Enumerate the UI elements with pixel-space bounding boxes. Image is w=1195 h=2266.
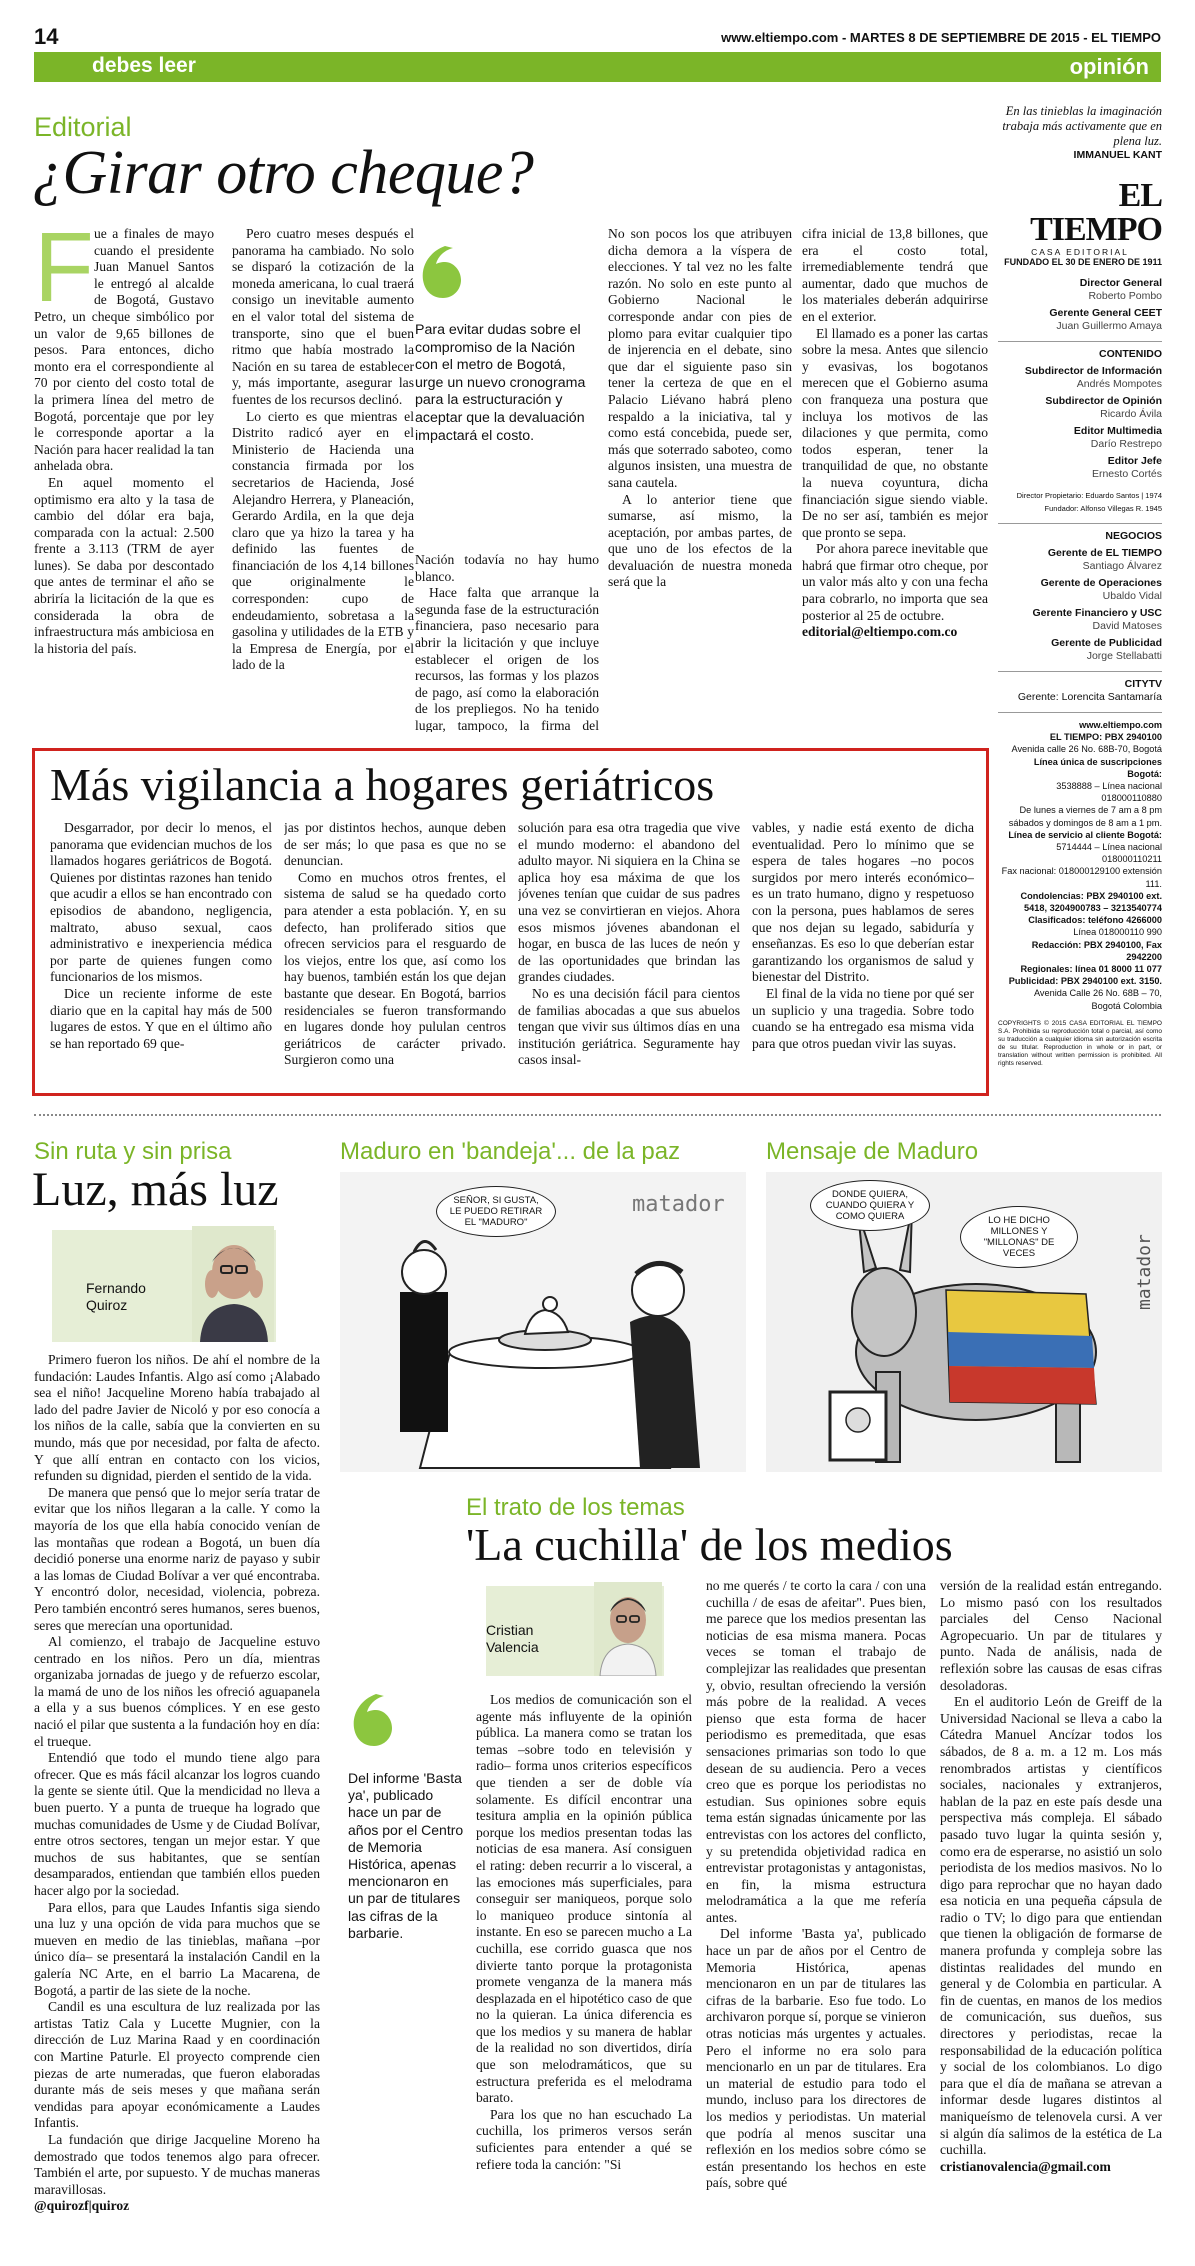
- header-green-bar: [34, 52, 1161, 82]
- luz-paragraph: Candil es una escultura de luz realizada por las artistas Tatiz Cala y Lucette Mugnier, con la dirección de Luz Marina Raad y en coordinación con Martine Paturle. El proyecto comprende cien piezas de arte numeradas, que fueron elaboradas durante más de seis meses y que mañana serán vendidas para apoyar económicamente a Laudes Infantis.: [34, 1999, 320, 2131]
- masthead-role: Subdirector de Opinión: [1045, 395, 1162, 407]
- geriatric-paragraph: jas por distintos hechos, aunque deben de ser más; lo que pasa es que no se denuncian.: [284, 820, 506, 869]
- editorial-paragraph: A lo anterior tiene que sumarse, así mismo, la aceptación, por ambas partes, de que uno de los efectos de la devaluación de nuestra moneda será que la: [608, 491, 792, 590]
- contact-line: Línea de servicio al cliente Bogotá:: [1008, 829, 1162, 840]
- geriatric-col-3: [518, 820, 740, 1090]
- cartoon1-bubble: SEÑOR, SI GUSTA, LE PUEDO RETIRAR EL "MADURO": [436, 1186, 556, 1237]
- geriatric-paragraph: solución para esa otra tragedia que vive el mundo moderno: el abandono del adulto mayor. Ni siquiera en la China se aplica hoy esa máxima de que los jóvenes tenían que cuidar de sus padres una vez se convirtieran en viejos. Ahora esos mismos jóvenes abandonan el hogar, en busca de las luces de neón y de las oportunidades que brindan las grandes ciudades.: [518, 820, 740, 985]
- editorial-title: ¿Girar otro cheque?: [32, 139, 534, 207]
- valencia-avatar: [594, 1582, 662, 1676]
- cuchilla-paragraph: no me querés / te corto la cara / con una cuchilla / de esas de afeitar". Pues bien, me parece que los medios presentan las noticias de esa misma manera. Pocas veces se toman el trabajo de complejizar las realidades que presentan y, obvio, resultan ofreciendo la versión más pobre de la realidad. A veces pienso que esta forma de hacer periodismo es premeditada, que esas sensaciones primarias son todo lo que desean de su audiencia. Pero a veces creo que es porque los periodistas no estudian. Sus opiniones sobre equis tema están signadas únicamente por las entrevistas con los actores del conflicto, y su pretendida objetividad radica en entrevistar protagonistas y antagonistas, en fin, la misma estructura melodramática a la que me refería antes.: [706, 1578, 926, 1925]
- masthead-role: Gerente de Operaciones: [1040, 577, 1162, 589]
- tab-opinion[interactable]: opinión: [1069, 54, 1149, 79]
- editorial-col-3b-wrap: [608, 226, 792, 726]
- editorial-col-5: [802, 226, 988, 726]
- masthead: [998, 104, 1162, 1094]
- cuchilla-col-2: [476, 1692, 692, 2238]
- geriatric-paragraph: vables, y nadie está exento de dicha eventualidad. Pero lo mínimo que se espera de tales hogares –no pocos surgidos por mero interés económico– es un trato humano, digno y respetuoso con la persona, pues hablamos de seres que nos dejan su legado, sabiduría y enseñanzas. Es eso lo que deberían estar garantizando los organismos de salud y bienestar del Distrito.: [752, 820, 974, 985]
- cuchilla-col-4: [940, 1578, 1162, 2238]
- quiroz-avatar: [192, 1226, 274, 1342]
- contact-line: Clasificados: teléfono 4266000: [1028, 915, 1162, 926]
- staff-list: [998, 277, 1162, 333]
- editorial-paragraph: Nación todavía no hay humo blanco.: [415, 552, 599, 584]
- masthead-name: Juan Guillermo Amaya: [1056, 320, 1162, 332]
- cuchilla-paragraph: versión de la realidad están entregando. Lo mismo pasó con los resultados parciales del Censo Nacional Agropecuario. Un par de titulares y punto. Nada de análisis, nada de reflexión sobre las causas de esas cifras desoladoras.: [940, 1578, 1162, 1693]
- author-last-name: Valencia: [486, 1639, 539, 1655]
- author-first-name: Fernando: [86, 1280, 146, 1296]
- cuchilla-paragraph: En el auditorio León de Greiff de la Universidad Nacional se lleva a cabo la Cátedra Manuel Ancízar todos los sábados, de 8 a. m. a 12 m. Los más renombrados artistas y científicos sociales, nacionales y extranjeros, hablan de la paz en este país desde una perspectiva más compleja. El sábado pasado tuvo lugar la quinta sesión y, como era de esperarse, no asistió un solo periodista de los medios masivos. No lo digo para reprochar que no hayan dado esa noticia en una pequeña cápsula de radio o TV; lo digo para que entiendan que tienen la obligación de formarse de manera profunda y compleja sobre las distintas realidades del mundo en general y de Colombia en particular. A fin de cuentas, en manos de los medios de comunicación, sus dueños, sus directores y periodistas, recae la responsabilidad de la educación política y social de los colombianos. Lo digo para que el día de mañana se atrevan a informar desde lugares distintos al maniqueísmo de telenovela cursi. A ver si algún día salimos de la estética de La cuchilla.: [940, 1694, 1162, 2158]
- masthead-role: Gerente Financiero y USC: [1032, 607, 1162, 619]
- contenido-header: CONTENIDO: [1099, 348, 1162, 360]
- eltiempo-logo: EL TIEMPO: [1030, 177, 1162, 248]
- cartoon2-title: Mensaje de Maduro: [766, 1138, 979, 1165]
- cartoon2-bubble-2: LO HE DICHO MILLONES Y "MILLONAS" DE VECES: [960, 1206, 1078, 1268]
- luz-paragraph: La fundación que dirige Jacqueline Moreno ha demostrado que todos tenemos algo para ofrecer. También el arte, por supuesto. Y de muchas maneras maravillosas.: [34, 2131, 320, 2197]
- luz-paragraph: Para ellos, para que Laudes Infantis siga siendo una luz y una opción de vida para muchos que se mueven en medio de las tinieblas, mañana –por único día– se presentará la instalación Candil en la galería NC Arte, en el barrio La Macarena, de Bogotá, a partir de las siete de la noche.: [34, 1899, 320, 1998]
- editorial-col-2: [232, 226, 414, 726]
- geriatric-col-2: [284, 820, 506, 1090]
- masthead-name: Roberto Pombo: [1088, 290, 1162, 302]
- quote-mark-icon: [346, 1690, 404, 1760]
- contact-line: Línea 018000110 990: [1073, 927, 1162, 938]
- luz-paragraph: Al comienzo, el trabajo de Jacqueline estuvo centrado en los niños. Pero un día, mientras organizaba jornadas de juego y de refuerzo escolar, la mamá de uno de los niños les ofreció aguapanela a ella y a sus buenos cómplices. Y en ese gesto nació el pilar que sustenta a la fundación hoy en día: el trueque.: [34, 1634, 320, 1749]
- geriatric-col-4: [752, 820, 974, 1090]
- epigraph-author: IMMANUEL KANT: [1073, 149, 1162, 161]
- editorial-paragraph: Por ahora parece inevitable que habrá que firmar otro cheque, por un valor más alto y con una fecha para cobrarlo, no importa que sea posterior al 25 de octubre.: [802, 541, 988, 623]
- editorial-paragraph: El llamado es a poner las cartas sobre la mesa. Antes que silencio y evasivas, los bogotanos merecen que el Gobierno asuma con franqueza una postura que incluya los motivos de las dilaciones y que permita, como todos esperan, tener la tranquilidad de que, no obstante la nueva coyuntura, dicha financiación sigue siendo viable. De no ser así, también es mejor que pronto se sepa.: [802, 325, 988, 540]
- cuchilla-title: 'La cuchilla' de los medios: [466, 1519, 953, 1570]
- luz-paragraph: Primero fueron los niños. De ahí el nombre de la fundación: Laudes Infantis. Algo así como ¡Alabado sea el niño! Jacqueline Moreno había trabajado al lado del padre Javier de Nicoló y por eso conocía a los niños de la calle, sabía que la convierten en su mundo, más que por necesidad, por falta de afecto. Y que allí entran en contacto con los vicios, refunden su dignidad, pierden el sentido de la vida.: [34, 1352, 320, 1484]
- editorial-paragraph: No son pocos los que atribuyen dicha demora a la víspera de elecciones. Y tal vez no les falte razón. No solo en este punto al Gobierno Nacional le corresponde andar con pies de plomo para evitar cualquier tipo de injerencia en el debate, sino que dar el siguiente paso sin tener la certeza de que en el Palacio Liévano habrá pleno respaldo a la iniciativa, tal y como está concebida, puede ser, más que soterrado saboteo, como algunos insisten, una muestra de sana cautela.: [608, 226, 792, 490]
- author-first-name: Cristian: [486, 1622, 534, 1638]
- contact-line: Redacción: PBX 2940100, Fax 2942200: [1031, 939, 1162, 962]
- editorial-paragraph: En aquel momento el optimismo era alto y la tasa de cambio del dólar era baja, comparada con la actual: 2.500 frente a 3.113 (TRM de ayer lunes). Se daba por descontado que antes de terminar el año se abriría la licitación de la que es considerada la obra de infraestructura más ambiciosa en la historia del país.: [34, 474, 214, 656]
- masthead-role: Gerente de EL TIEMPO: [1047, 547, 1162, 559]
- contact-list: [998, 712, 1162, 1012]
- luz-body: [34, 1352, 320, 2234]
- contact-line: Avenida calle 26 No. 68B-70, Bogotá: [1011, 744, 1162, 755]
- contact-line: Línea única de suscripciones Bogotá:: [1033, 756, 1162, 779]
- masthead-name: Ricardo Ávila: [1100, 408, 1162, 420]
- quote-mark-icon: [415, 242, 473, 312]
- editorial-paragraph: Lo cierto es que mientras el Distrito radicó ayer en el Ministerio de Hacienda una constancia firmada por los secretarios de Hacienda, José Alejandro Herrera, y Planeación, Gerardo Ardila, en la que deja claro que ya hizo la tarea y ha definido las fuentes de financiación de los 4,14 billones que originalmente le corresponden: cupo de endeudamiento, sobretasa a la gasolina y utilidades de la ETB y la Empresa de Energía, por el lado de la: [232, 408, 414, 673]
- page-number: 14: [34, 24, 59, 49]
- geriatric-paragraph: No es una decisión fácil para cientos de familias abocadas a que sus abuelos tengan que vivir sus últimos días en una institución geriátrica. Seguramente hay casos insal-: [518, 985, 740, 1068]
- contact-line: Bogotá Colombia: [1091, 1000, 1162, 1011]
- contact-line: Fax nacional: 018000129100 extensión 111.: [1001, 866, 1162, 889]
- author-last-name: Quiroz: [86, 1297, 128, 1313]
- geriatric-paragraph: Como en muchos otros frentes, el sistema de salud se ha quedado corto para atender a esta población. Y, en su defecto, han proliferado sitios que ofrecen servicios para el resguardo de los viejos, entre los que, así como los hay buenos, también están los que dejan bastante que desear. En Bogotá, barrios residenciales se fueron transformando en lugares donde hoy pululan centros geriátricos de carácter privado. Surgieron como una: [284, 869, 506, 1068]
- tab-debes-leer[interactable]: debes leer: [92, 54, 196, 77]
- cartoon1-signature: matador: [632, 1192, 725, 1217]
- copyright: COPYRIGHTS © 2015 CASA EDITORIAL EL TIEMPO S.A. Prohibida su reproducción total o parcial, así como su traducción a cualquier idioma sin autorización escrita de su titular. Reproduction in whole or in part, or translation without written permission is prohibited. All rights reserved.: [998, 1019, 1162, 1067]
- masthead-name: Andrés Mompotes: [1076, 378, 1162, 390]
- editorial-dropcap: F: [34, 226, 94, 322]
- masthead-name: Darío Restrepo: [1090, 438, 1162, 450]
- luz-kicker: Sin ruta y sin prisa: [34, 1138, 232, 1165]
- contact-line: EL TIEMPO: PBX 2940100: [1049, 732, 1162, 743]
- epigraph: En las tinieblas la imaginación trabaja más activamente que en plena luz.: [1002, 104, 1162, 148]
- masthead-role: Editor Jefe: [1107, 455, 1162, 467]
- masthead-role: Director General: [1079, 277, 1162, 289]
- citytv-header: CITYTV: [1124, 678, 1162, 690]
- editorial-pull-quote: Para evitar dudas sobre el compromiso de la Nación con el metro de Bogotá, urge un nuevo cronograma para la estructuración y aceptar que la devaluación impactará el costo.: [415, 322, 586, 444]
- contact-line: Regionales: línea 01 8000 11 077: [1020, 964, 1162, 975]
- header-site-date: www.eltiempo.com - MARTES 8 DE SEPTIEMBRE DE 2015 - EL TIEMPO: [721, 30, 1161, 45]
- geriatric-title: Más vigilancia a hogares geriátricos: [50, 759, 715, 810]
- contact-line: 3538888 – Línea nacional 018000110880: [1056, 781, 1162, 804]
- cuchilla-paragraph: Del informe 'Basta ya', publicado hace un par de años por el Centro de Memoria Histórica, apenas mencionaron en un par de titulares las cifras de la barbarie. Eso fue todo. Lo archivaron porque sí, porque se vinieron otras noticias más urgentes y actuales. Pero el informe no era solo para mencionarlo en un par de titulares. Era un material de estudio para todo el mundo, incluso para los directores de los medios y periodistas. Un material que podría al menos suscitar una reflexión en los medios sobre cómo se están presentando los hechos en este país, sobre qué: [706, 1926, 926, 2191]
- masthead-name: David Matoses: [1092, 620, 1162, 632]
- negocios-header: NEGOCIOS: [1105, 530, 1162, 542]
- luz-paragraph: De manera que pensó que lo mejor sería tratar de evitar que los niños llegaran a la calle. Y como la mayoría de los que ella había conocido venían de las montañas que rodean a Bogotá, un buen día decidió ponerse una enorme nariz de payaso y subir a las lomas de Ciudad Bolívar a ver qué encontraba. Y encontró dolor, necesidad, violencia, pobreza. Pero también encontró seres humanos, seres buenos, seres que merecían una oportunidad.: [34, 1484, 320, 1633]
- founded: FUNDADO EL 30 DE ENERO DE 1911: [1004, 257, 1162, 267]
- cuchilla-paragraph: Los medios de comunicación son el agente más influyente de la opinión pública. La manera como se tratan los temas –sobre todo en televisión y radio– forma unos criterios específicos que tienden a ser de doble vía solamente. Es difícil encontrar una tesitura amplia en la opinión pública porque los medios presentan todas las noticias de esa manera. Así consiguen el rating: deben recurrir a lo visceral, a las emociones más superficiales, para conseguir ser maniqueos, porque solo lo maniqueo produce sintonía al instante. En eso se parecen mucho a La cuchilla, ese corrido guasca que nos divierte tanto porque la protagonista promete venganza de la manera más desplazada en el hipotético caso de que no la quieran. La única diferencia es que los medios y su manera de hablar de la realidad no son divertidos, diría que son melodramáticos, que su estructura preferida es el melodrama barato.: [476, 1692, 692, 2106]
- editorial-kicker: Editorial: [34, 112, 132, 142]
- editorial-col-1: [34, 226, 214, 726]
- editorial-paragraph: cifra inicial de 13,8 billones, que era el costo total, irremediablemente tendrá que aumentar, dado que muchos de los materiales deberán adquirirse en el exterior.: [802, 226, 988, 324]
- valencia-author: [486, 1622, 539, 1656]
- cuchilla-email[interactable]: cristianovalencia@gmail.com: [940, 2158, 1111, 2174]
- founder: Fundador: Alfonso Villegas R. 1945: [1044, 504, 1162, 513]
- geriatric-col-1: [50, 820, 272, 1090]
- cuchilla-col-3: [706, 1578, 926, 2238]
- masthead-name: Ubaldo Vidal: [1102, 590, 1162, 602]
- cartoon2-bubble-1: DONDE QUIERA, CUANDO QUIERA Y COMO QUIERA: [810, 1180, 930, 1231]
- cartoon1-title: Maduro en 'bandeja'... de la paz: [340, 1138, 681, 1165]
- editorial-paragraph: ue a finales de mayo cuando el presidente Juan Manuel Santos le entregó al alcalde de Bogotá, Gustavo Petro, un cheque simbólico por un valor de 9,65 billones de pesos. Para entonces, dicho monto era el correspondiente al 70 por ciento del costo total de la primera línea del metro de Bogotá, porcentaje que por ley le corresponde aportar a la Nación para hacer realidad la tan anhelada obra.: [34, 226, 214, 474]
- luz-handle[interactable]: @quirozf|quiroz: [34, 2198, 130, 2214]
- editorial-col-4: [608, 226, 792, 726]
- masthead-name: Santiago Álvarez: [1082, 560, 1162, 572]
- editorial-col-3: [415, 552, 599, 732]
- owners: Director Propietario: Eduardo Santos | 1974: [1016, 491, 1162, 500]
- contact-line: De lunes a viernes de 7 am a 8 pm sábados y domingos de 8 am a 1 pm.: [1008, 805, 1162, 828]
- cuchilla-kicker: El trato de los temas: [466, 1494, 685, 1521]
- cartoon2-signature: matador: [1134, 1234, 1155, 1310]
- geriatric-paragraph: Desgarrador, por decir lo menos, el panorama que evidencian muchos de los llamados hogares geriátricos de Bogotá. Quienes por distintas razones han tenido que acudir a ellos se han encontrado con episodios de abandono, negligencia, maltrato, abuso sexual, caos administrativo e inexperiencia médica por parte de quienes fungen como funcionarios de los mismos.: [50, 820, 272, 985]
- contact-line: Condolencias: PBX 2940100 ext. 5418, 3204900783 – 3213540774: [1020, 890, 1162, 914]
- editorial-paragraph: Pero cuatro meses después el panorama ha cambiado. No solo se disparó la cotización de la moneda americana, lo cual traerá consigo un inevitable aumento en el valor total del sistema de transporte, sino que el buen ritmo que había mostrado la Nación en su tarea de establecer y, más importante, asegurar las fuentes de los recursos declinó.: [232, 226, 414, 407]
- masthead-role: Gerente de Publicidad: [1051, 637, 1162, 649]
- quiroz-author: [86, 1280, 146, 1314]
- masthead-role: Editor Multimedia: [1073, 425, 1162, 437]
- geriatric-paragraph: El final de la vida no tiene por qué ser un suplicio y una tragedia. Sobre todo cuando se ha entregado esa misma vida para que otros puedan vivir las suyas.: [752, 985, 974, 1051]
- contenido-list: [998, 365, 1162, 481]
- geriatric-paragraph: Dice un reciente informe de este diario que en la capital hay más de 500 lugares de estos. Y que en el último año se han reportado 69 que-: [50, 985, 272, 1051]
- contact-line: Avenida Calle 26 No. 68B – 70,: [1033, 988, 1162, 999]
- masthead-role: Gerente General CEET: [1049, 307, 1162, 319]
- citytv: Gerente: Lorencita Santamaría: [1017, 691, 1162, 703]
- masthead-name: Ernesto Cortés: [1091, 468, 1162, 480]
- cuchilla-paragraph: Para los que no han escuchado La cuchilla, los primeros versos serán suficientes para entender a qué se refiere toda la canción: "Si: [476, 2106, 692, 2172]
- masthead-name: Jorge Stellabatti: [1086, 650, 1162, 662]
- section-divider: [34, 1114, 1161, 1116]
- negocios-list: [998, 547, 1162, 663]
- contact-line: Publicidad: PBX 2940100 ext. 3150.: [1008, 976, 1162, 987]
- cuchilla-pull-quote: Del informe 'Basta ya', publicado hace un par de años por el Centro de Memoria Histórica, apenas mencionaron en un par de titulares las cifras de la barbarie.: [348, 1770, 464, 1941]
- masthead-role: Subdirector de Información: [1024, 365, 1162, 377]
- contact-line: 5714444 – Línea nacional 018000110211: [1056, 842, 1162, 865]
- luz-paragraph: Entendió que todo el mundo tiene algo para ofrecer. Que es más fácil alcanzar los logros cuando la gente se siente útil. Que la mendicidad no lleva a buen puerto. Y a punta de trueque ha logrado que muchas comunidades de Usme y de Ciudad Bolívar, entre otros sectores, tengan un mejor estar. Y que muchos de sus habitantes, que se sentían desamparados, entiendan que también ellos pueden hacer algo por la sociedad.: [34, 1750, 320, 1898]
- editorial-paragraph: Hace falta que arranque la segunda fase de la estructuración financiera, paso necesario para abrir la licitación y que incluye establecer el origen de los recursos, las formas y los plazos de pago, así como la elaboración de los prepliegos. No ha tenido lugar, tampoco, la firma del: [415, 585, 599, 732]
- editorial-email[interactable]: editorial@eltiempo.com.co: [802, 624, 958, 640]
- logo-sub: CASA EDITORIAL: [1031, 247, 1129, 257]
- contact-line: www.eltiempo.com: [1079, 720, 1162, 730]
- luz-title: Luz, más luz: [32, 1163, 279, 1216]
